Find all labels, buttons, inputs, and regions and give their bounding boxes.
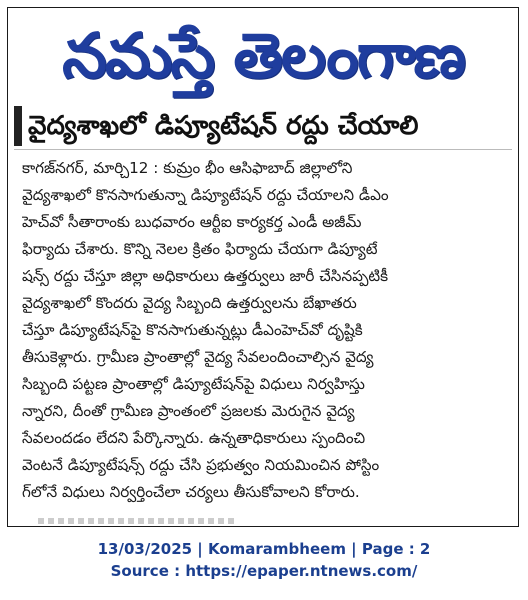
source-link[interactable]: Source : https://epaper.ntnews.com/ <box>110 562 418 580</box>
article-headline: వైద్యశాఖలో డిప్యూటేషన్ రద్దు చేయాలి <box>28 111 419 141</box>
article-line: హెచ్‌వో సీతారాంకు బుధవారం ఆర్టీఐ కార్యకర్త ఎండీ అజీమ్ <box>22 213 362 231</box>
article-line: సిబ్బంది పట్టణ ప్రాంతాల్లో డిప్యూటేషన్‌పై విధులు నిర్వహిస్తు <box>22 375 365 393</box>
headline-divider <box>14 149 512 150</box>
article-line: గ్‌లోనే విధులు నిర్వర్తించేలా చర్యలు తీసుకోవాలని కోరారు. <box>22 483 360 501</box>
article-line: వైద్యశాఖలో కొనసాగుతున్నా డిప్యూటేషన్ రద్దు చేయాలని డీఎం <box>22 186 389 204</box>
article-line: వెంటనే డిప్యూటేషన్స్ రద్దు చేసి ప్రభుత్వం నియమించిన పోస్టిం <box>22 456 380 474</box>
article-line: కాగజ్‌నగర్, మార్చి12 : కుమ్రం భీం ఆసిఫాబాద్ జిల్లాలోని <box>22 159 353 177</box>
article-line: షన్స్ రద్దు చేస్తూ జిల్లా అధికారులు ఉత్తర్వులు జారీ చేసినప్పటికీ <box>22 267 389 285</box>
newspaper-masthead <box>8 14 518 98</box>
article-line: చేస్తూ డిప్యూటేషన్‌పై కొనసాగుతున్నట్లు డీఎంహెచ్‌వో దృష్టికి <box>22 321 363 339</box>
article-line: తీసుకెళ్లారు. గ్రామీణ ప్రాంతాల్లో వైద్య సేవలందించాల్సిన వైద్య <box>22 348 374 366</box>
edition-info: 13/03/2025 | Komarambheem | Page : 2 <box>97 540 431 558</box>
cropped-next-line <box>38 518 238 524</box>
article-line: న్నారని, దీంతో గ్రామీణ ప్రాంతంలో ప్రజలకు మెరుగైన వైద్య <box>22 402 355 420</box>
article-line: సేవలందడం లేదని పేర్కొన్నారు. ఉన్నతాధికారులు స్పందించి <box>22 429 366 447</box>
newspaper-clipping <box>7 7 519 527</box>
masthead-title: నమస్తే తెలంగాణ <box>62 19 464 92</box>
article-body <box>22 155 508 506</box>
article-line: వైద్యశాఖలో కొందరు వైద్య సిబ్బంది ఉత్తర్వులను బేఖాతరు <box>22 294 357 312</box>
article-line: ఫిర్యాదు చేశారు. కొన్ని నెలల క్రితం ఫిర్యాదు చేయగా డిప్యూటే <box>22 240 378 258</box>
headline-marker <box>14 106 22 146</box>
